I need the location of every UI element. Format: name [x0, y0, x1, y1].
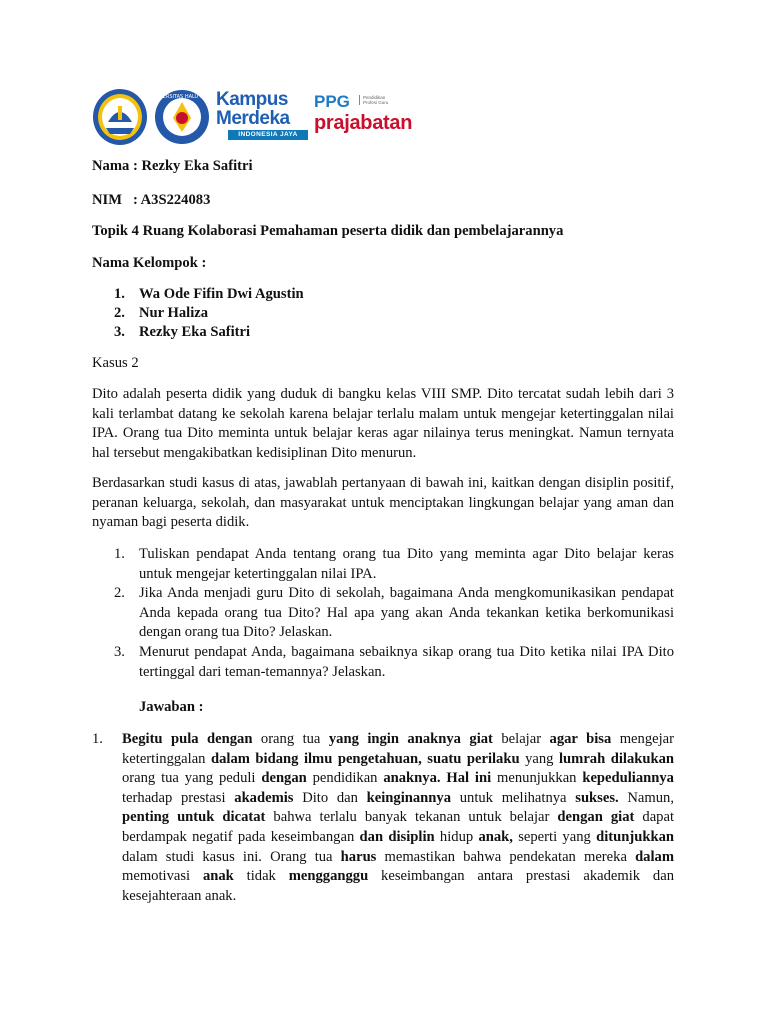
answer-segment: hidup — [434, 828, 479, 845]
question-item — [92, 584, 674, 644]
brand-line-1: Kampus — [216, 89, 288, 110]
question-text: Jika Anda menjadi guru Dito di sekolah, bagaimana Anda mengkomunikasikan pendapat Anda kepada orang tua Dito? Hal apa yang akan Anda tekankan ketika berkomunikasi dengan orang tua Dito? Jelaskan. — [139, 585, 674, 640]
answer-segment: pendidikan — [306, 770, 384, 787]
question-number: 2. — [114, 585, 125, 601]
answer-segment: belajar — [492, 731, 550, 747]
answer-emphasis: anak, — [478, 828, 513, 845]
answer-emphasis: dan disiplin — [359, 828, 435, 845]
prajabatan-label: prajabatan — [314, 112, 413, 134]
question-text: Tuliskan pendapat Anda tentang orang tua Dito yang meminta agar Dito belajar keras untuk mengejar ketertinggalan nilai IPA. — [139, 546, 674, 582]
answer-emphasis: anak — [202, 868, 234, 885]
answer-segment: orang tua yang peduli — [122, 770, 262, 787]
answer-emphasis: agar bisa — [549, 731, 612, 747]
group-label: Nama Kelompok : — [92, 255, 207, 271]
tut-wuri-handayani-logo — [92, 88, 148, 146]
member-name: Wa Ode Fifin Dwi Agustin — [139, 286, 304, 302]
kampus-merdeka-logo — [214, 90, 314, 144]
question-number: 3. — [114, 644, 125, 660]
answer-text — [122, 730, 674, 906]
question-item — [92, 545, 674, 585]
answer-emphasis: yang ingin anaknya giat — [328, 731, 493, 747]
answer-emphasis: Begitu pula dengan — [122, 731, 253, 747]
answer-segment: seperti yang — [512, 828, 597, 845]
answer-emphasis: dalam bidang ilmu pengetahuan, suatu perilaku — [211, 750, 520, 767]
brand-tagline: INDONESIA JAYA — [228, 130, 308, 140]
answer-emphasis: harus — [340, 848, 377, 865]
question-text: Menurut pendapat Anda, bagaimana sebaiknya sikap orang tua Dito ketika nilai IPA Dito tertinggal dari teman-temannya? Jelaskan. — [139, 644, 674, 680]
answer-emphasis: sukses. — [575, 789, 619, 806]
answer-emphasis: lumrah dilakukan — [559, 750, 675, 767]
universitas-halu-oleo-logo — [150, 88, 214, 146]
answer-segment: memotivasi — [122, 868, 203, 885]
seal-two-ring-text: UNIVERSITAS HALU OLEO — [150, 94, 214, 100]
answer-segment: menunjukkan — [491, 770, 583, 787]
case-label: Kasus 2 — [92, 355, 139, 371]
case-paragraph: Dito adalah peserta didik yang duduk di bangku kelas VIII SMP. Dito tercatat sudah lebih dari 3 kali terlambat datang ke sekolah karena belajar terlalu malam untuk mengejar ketertinggalan nilai IPA. Orang tua Dito meminta untuk belajar keras agar nilainya terus meningkat. Namun ternyata hal tersebut mengakibatkan kedisiplinan Dito menurun. — [92, 386, 674, 461]
answer-segment: yang — [519, 750, 559, 767]
question-number: 1. — [114, 546, 125, 562]
member-number: 3. — [114, 324, 125, 340]
answer-emphasis: dengan — [261, 770, 307, 787]
student-name: Nama : Rezky Eka Safitri — [92, 158, 253, 174]
instruction-paragraph: Berdasarkan studi kasus di atas, jawablah pertanyaan di bawah ini, kaitkan dengan disiplin positif, peranan keluarga, sekolah, dan masyarakat untuk menciptakan lingkungan belajar yang aman dan nyaman bagi peserta didik. — [92, 475, 674, 530]
ppg-label: PPG — [314, 92, 350, 111]
answer-segment: mengejar ketertinggalan — [122, 731, 674, 767]
answer-emphasis: dalam — [635, 848, 674, 865]
answer-segment: dalam studi kasus ini. Orang tua — [122, 848, 341, 865]
answer-emphasis: kepeduliannya — [582, 770, 674, 787]
ppg-note: Pendidikan Profesi Guru — [359, 95, 397, 105]
answer-emphasis: keinginannya — [366, 789, 452, 806]
topic-title: Topik 4 Ruang Kolaborasi Pemahaman peserta didik dan pembelajarannya — [92, 223, 564, 239]
ppg-prajabatan-logo — [314, 92, 424, 142]
answer-segment: keseimbangan antara prestasi akademik dan kesejahteraan anak. — [122, 868, 675, 904]
member-name: Nur Haliza — [139, 305, 209, 321]
answer-heading: Jawaban : — [139, 699, 204, 715]
answer-emphasis: mengganggu — [288, 868, 369, 885]
answer-segment: bahwa terlalu banyak tekanan untuk belajar — [265, 809, 558, 826]
answer-segment: Namun, — [618, 789, 675, 806]
answer-segment: Dito dan — [293, 789, 367, 806]
answer-segment: tidak — [233, 868, 289, 885]
answer-segment: dapat berdampak negatif pada keseimbangan — [122, 809, 675, 845]
answer-emphasis: dengan giat — [557, 809, 635, 826]
answer-segment: terhadap prestasi — [122, 789, 235, 806]
answer-segment: orang tua — [252, 731, 329, 747]
member-number: 1. — [114, 286, 125, 302]
answer-item — [92, 730, 674, 910]
answer-emphasis: ditunjukkan — [596, 828, 674, 845]
answer-emphasis: akademis — [234, 789, 294, 806]
brand-line-2: Merdeka — [216, 108, 290, 129]
student-nim: NIM : A3S224083 — [92, 192, 211, 208]
header-logos — [92, 86, 422, 148]
answer-emphasis: penting untuk dicatat — [122, 809, 266, 826]
answer-segment: untuk melihatnya — [451, 789, 576, 806]
answer-emphasis: anaknya. Hal ini — [383, 770, 492, 787]
question-item — [92, 643, 674, 683]
answer-number: 1. — [92, 731, 103, 747]
answer-segment: memastikan bahwa pendekatan mereka — [376, 848, 636, 865]
member-number: 2. — [114, 305, 125, 321]
member-name: Rezky Eka Safitri — [139, 324, 251, 340]
